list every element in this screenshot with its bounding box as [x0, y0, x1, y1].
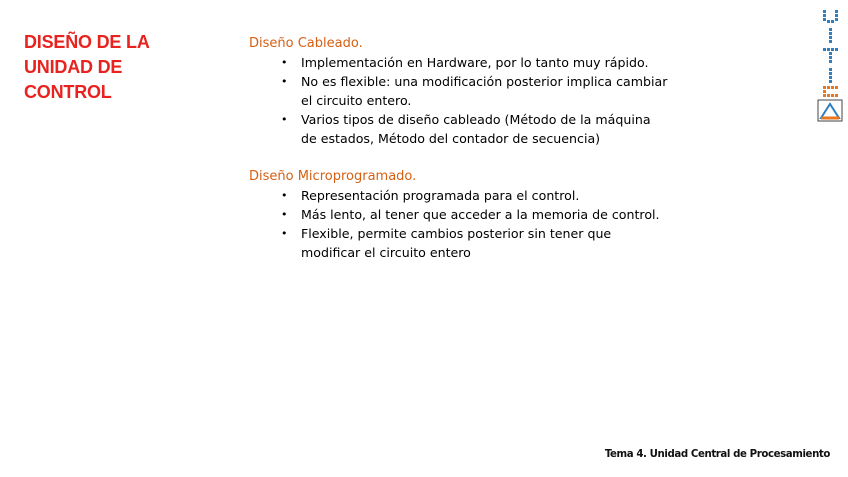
bullet-icon: • [281, 227, 288, 240]
bullet-icon: • [281, 113, 288, 126]
bullet-text: Varios tipos de diseño cableado (Método de la máquina de estados, Método del contador de secuencia) [301, 112, 651, 146]
title-line: UNIDAD DE [24, 57, 123, 77]
bullet-text: Flexible, permite cambios posterior sin tener que modificar el circuito entero [301, 226, 612, 260]
bullet-text: Implementación en Hardware, por lo tanto muy rápido. [301, 55, 649, 70]
list-item [249, 186, 669, 205]
bullet-text: Más lento, al tener que acceder a la memoria de control. [301, 207, 660, 222]
list-item [249, 205, 669, 224]
section-cableado [249, 34, 669, 148]
section-heading: Diseño Cableado. [249, 36, 363, 51]
title-line: CONTROL [24, 82, 112, 102]
list-item [249, 53, 669, 72]
bullet-text: Representación programada para el control. [301, 188, 580, 203]
list-item [249, 110, 669, 148]
slide-content [249, 34, 669, 262]
bullet-icon: • [281, 75, 288, 88]
list-item [249, 224, 669, 262]
institution-logo-icon [816, 8, 844, 123]
bullet-text: No es flexible: una modificación posterior implica cambiar el circuito entero. [301, 74, 668, 108]
section-microprogramado [249, 167, 669, 262]
slide-footer: Tema 4. Unidad Central de Procesamiento [604, 449, 830, 460]
section-heading: Diseño Microprogramado. [249, 169, 417, 184]
title-line: DISEÑO DE LA [24, 32, 150, 52]
bullet-list [249, 186, 669, 262]
bullet-icon: • [281, 189, 288, 202]
slide-title [24, 30, 194, 105]
bullet-icon: • [281, 208, 288, 221]
list-item [249, 72, 669, 110]
bullet-list [249, 53, 669, 148]
bullet-icon: • [281, 56, 288, 69]
